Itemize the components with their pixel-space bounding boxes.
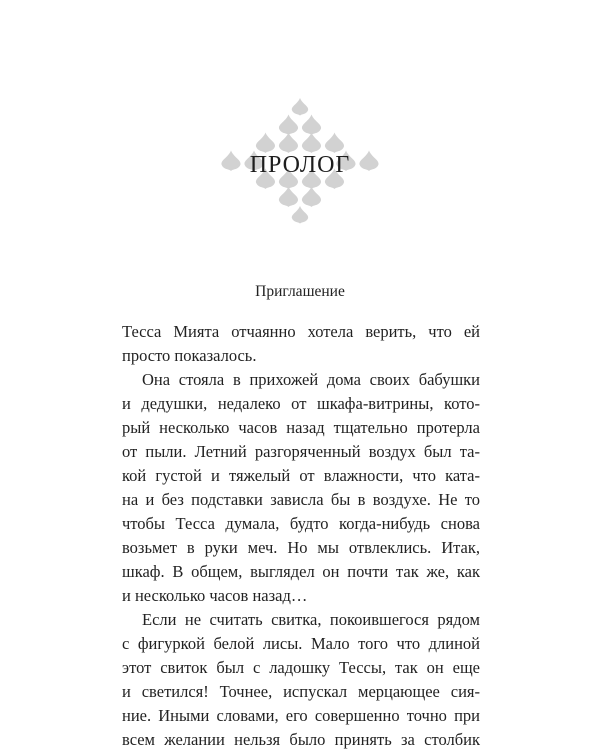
- text-line: кой густой и тяжелый от влажности, что ката-: [122, 466, 480, 485]
- ornament-petal: [279, 133, 298, 153]
- text-line: всем желании нельзя было принять за столбик: [122, 730, 480, 749]
- ornament-petal: [302, 133, 321, 153]
- ornament-petal: [256, 133, 275, 153]
- text-line: и несколько часов назад…: [122, 586, 308, 605]
- text-line: возьмет в руки меч. Но мы отвлеклись. Итак,: [122, 538, 480, 557]
- text-line: от пыли. Летний разгоряченный воздух был та-: [122, 442, 480, 461]
- ornament-petal: [292, 98, 308, 116]
- text-line: на и без подставки зависла бы в воздухе. Не то: [122, 490, 480, 509]
- text-line: с фигуркой белой лисы. Мало того что длиной: [122, 634, 480, 653]
- ornament-petal: [325, 133, 344, 153]
- section-subtitle: Приглашение: [255, 283, 345, 300]
- ornament-petal: [279, 187, 298, 207]
- chapter-title: ПРОЛОГ: [249, 152, 351, 178]
- text-line: Тесса Мията отчаянно хотела верить, что ей: [122, 322, 480, 341]
- text-line: чтобы Тесса думала, будто когда-нибудь снова: [122, 514, 480, 533]
- text-line: и светился! Точнее, испускал мерцающее сия-: [122, 682, 480, 701]
- ornament-petal: [292, 206, 308, 224]
- text-line: ние. Иными словами, его совершенно точно при: [122, 706, 480, 725]
- text-line: просто показалось.: [122, 346, 257, 365]
- body-text: [122, 320, 480, 752]
- text-line: и дедушки, недалеко от шкафа-витрины, кото-: [122, 394, 480, 413]
- ornament-petal: [279, 115, 298, 135]
- ornament-petal: [302, 115, 321, 135]
- text-line: этот свиток был с ладошку Тессы, так он еще: [122, 658, 480, 677]
- text-line: Она стояла в прихожей дома своих бабушки: [142, 370, 480, 389]
- text-line: Если не считать свитка, покоившегося рядом: [142, 610, 480, 629]
- ornament-petal: [302, 187, 321, 207]
- text-line: рый несколько часов назад тщательно протерла: [122, 418, 480, 437]
- text-line: шкаф. В общем, выглядел он почти так же, как: [122, 562, 480, 581]
